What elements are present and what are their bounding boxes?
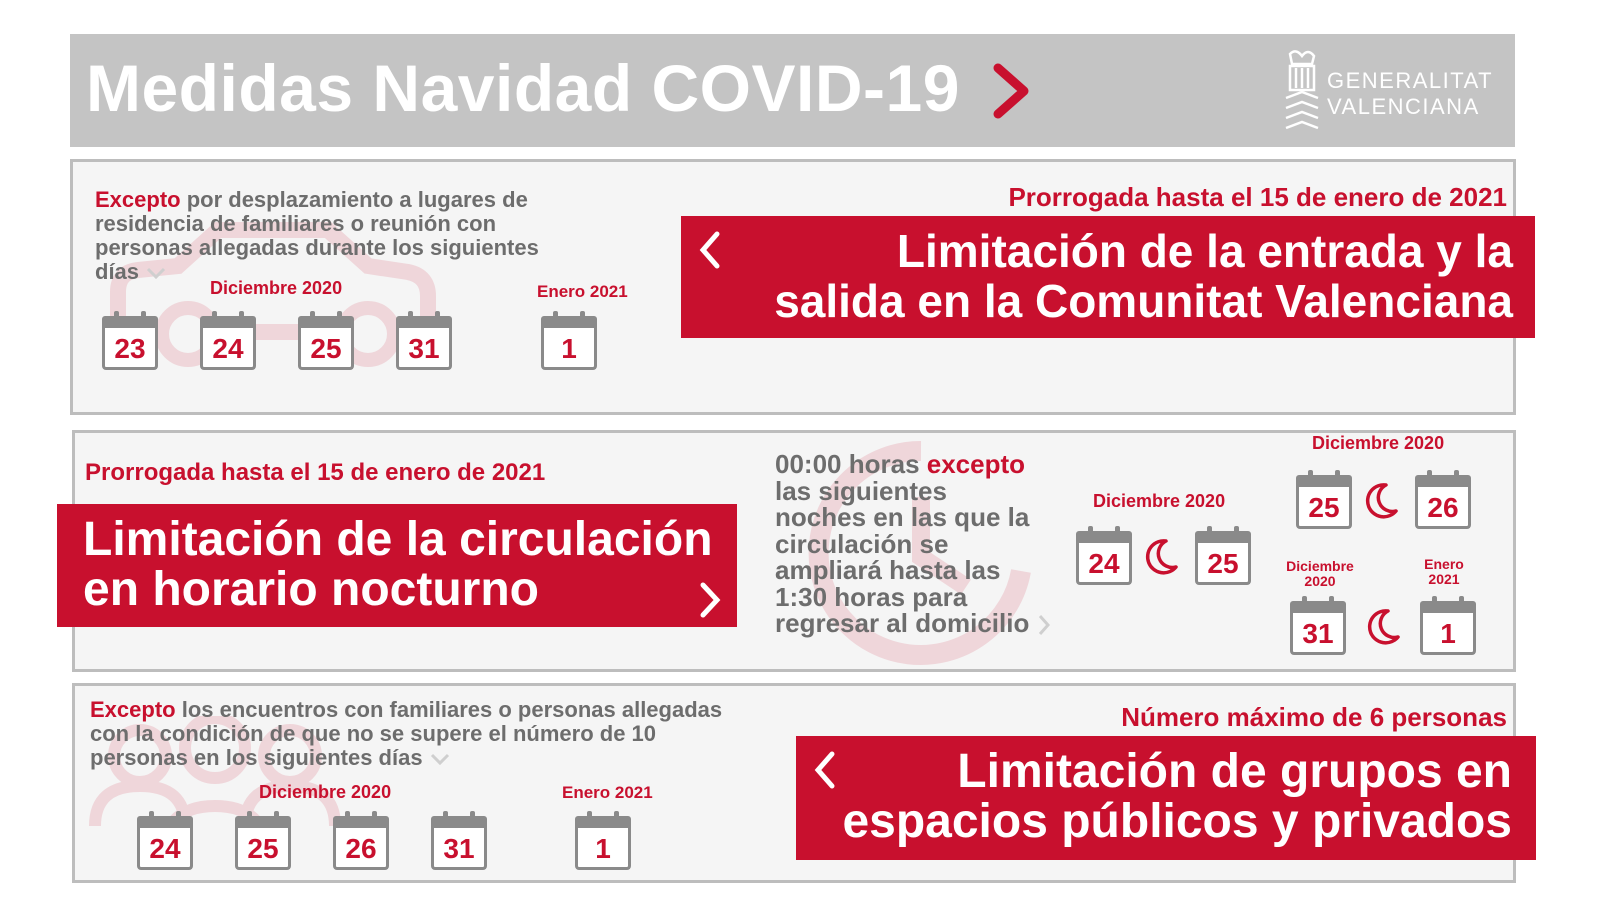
exception-text-3: personas en los siguientes días (90, 745, 423, 770)
calendar-icon (137, 816, 193, 870)
calendar-day: 31 (1302, 618, 1334, 649)
calendar-day: 25 (1308, 492, 1340, 523)
logo-text-line1: GENERALITAT (1327, 68, 1494, 93)
month-label-c-1: Diciembre (1286, 558, 1354, 574)
calendar-icon (298, 316, 354, 370)
chevron-right-icon (1037, 613, 1051, 637)
calendar-day: 26 (1427, 492, 1459, 523)
calendar-icon (1296, 475, 1352, 529)
generalitat-emblem-icon (1282, 48, 1320, 132)
calendar-icon (1076, 531, 1132, 585)
calendar-day: 24 (212, 333, 244, 364)
curfew-text-6: 1:30 horas para (775, 581, 968, 612)
calendar-day: 31 (408, 333, 440, 364)
chevron-right-icon (988, 56, 1038, 126)
calendar-icon (541, 316, 597, 370)
curfew-paragraph (775, 451, 1051, 637)
title-line-1: Limitación de la entrada y la (896, 225, 1513, 277)
calendar-day: 23 (114, 333, 146, 364)
curfew-text-3: noches en las que la (775, 502, 1030, 532)
title-line-2: en horario nocturno (83, 563, 539, 616)
calendar-icon (1415, 475, 1471, 529)
page-title: Medidas Navidad COVID-19 (86, 51, 960, 125)
calendar-day: 24 (149, 833, 181, 864)
moon-icon (1362, 607, 1402, 647)
exception-paragraph (95, 188, 539, 284)
exception-paragraph (90, 698, 722, 770)
calendar-day: 25 (310, 333, 342, 364)
title-line-1: Limitación de grupos en (957, 745, 1512, 798)
curfew-text-7: regresar al domicilio (775, 608, 1030, 638)
calendar-day: 24 (1088, 548, 1120, 579)
moon-icon (1360, 481, 1400, 521)
calendar-day: 25 (1207, 548, 1239, 579)
header-banner (70, 34, 1515, 147)
calendar-day: 25 (247, 833, 279, 864)
chevron-down-icon (145, 266, 167, 280)
month-label-c (1284, 559, 1356, 589)
status-text: Número máximo de 6 personas (1121, 702, 1507, 732)
curfew-text-4: circulación se (775, 528, 949, 559)
title-line-2: espacios públicos y privados (842, 795, 1512, 848)
exception-text-2: con la condición de que no se supere el número de 10 (90, 721, 657, 746)
curfew-text-start: 00:00 horas (775, 449, 927, 479)
chevron-right-icon (697, 580, 725, 620)
chevron-left-icon (810, 748, 838, 792)
month-label-d-1: Enero (1424, 556, 1464, 572)
exception-text-1: los encuentros con familiares o personas allegadas (175, 697, 723, 722)
calendar-icon (333, 816, 389, 870)
month-label-d-2: 2021 (1428, 571, 1460, 587)
calendar-icon (431, 816, 487, 870)
calendar-day: 1 (561, 333, 577, 364)
month-label-b: Diciembre 2020 (1312, 433, 1445, 453)
month-label-a: Diciembre 2020 (1093, 491, 1226, 511)
calendar-day: 1 (595, 833, 611, 864)
calendar-icon (575, 816, 631, 870)
logo-text-line2: VALENCIANA (1327, 94, 1480, 119)
title-box-group-limit (796, 736, 1536, 860)
calendar-icon (235, 816, 291, 870)
calendar-day: 31 (443, 833, 475, 864)
month-label-jan: Enero 2021 (562, 783, 653, 802)
curfew-highlight: excepto (926, 449, 1026, 479)
title-line-2: salida en la Comunitat Valenciana (774, 275, 1513, 327)
curfew-text-2: las siguientes (775, 475, 947, 506)
exception-text-1: por desplazamiento a lugares de (180, 187, 528, 212)
calendar-icon (102, 316, 158, 370)
title-line-1: Limitación de la circulación (83, 513, 713, 566)
month-label-jan: Enero 2021 (537, 282, 628, 301)
month-label-c-2: 2020 (1304, 573, 1336, 589)
status-text: Prorrogada hasta el 15 de enero de 2021 (1008, 182, 1507, 212)
chevron-left-icon (695, 228, 723, 272)
curfew-text-5: ampliará hasta las (775, 555, 1001, 585)
calendar-icon (200, 316, 256, 370)
chevron-down-icon (429, 752, 451, 766)
exception-text-2: residencia de familiares o reunión con (95, 211, 497, 236)
calendar-icon (1290, 601, 1346, 655)
calendar-icon (1420, 601, 1476, 655)
month-label-dec: Diciembre 2020 (210, 278, 343, 298)
month-label-dec: Diciembre 2020 (259, 782, 392, 802)
moon-icon (1140, 537, 1180, 577)
month-label-d (1409, 557, 1479, 587)
calendar-icon (396, 316, 452, 370)
exception-text-3: personas allegadas durante los siguientes (95, 235, 539, 260)
title-box-night-curfew (57, 504, 737, 627)
calendar-icon (1195, 531, 1251, 585)
calendar-day: 1 (1440, 618, 1456, 649)
calendar-day: 26 (345, 833, 377, 864)
generalitat-logo (1282, 48, 1502, 134)
status-text: Prorrogada hasta el 15 de enero de 2021 (85, 459, 546, 486)
exception-highlight: Excepto (90, 697, 176, 722)
title-box-entry-exit (681, 216, 1535, 338)
exception-text-4: días (95, 259, 140, 284)
exception-highlight: Excepto (95, 187, 181, 212)
